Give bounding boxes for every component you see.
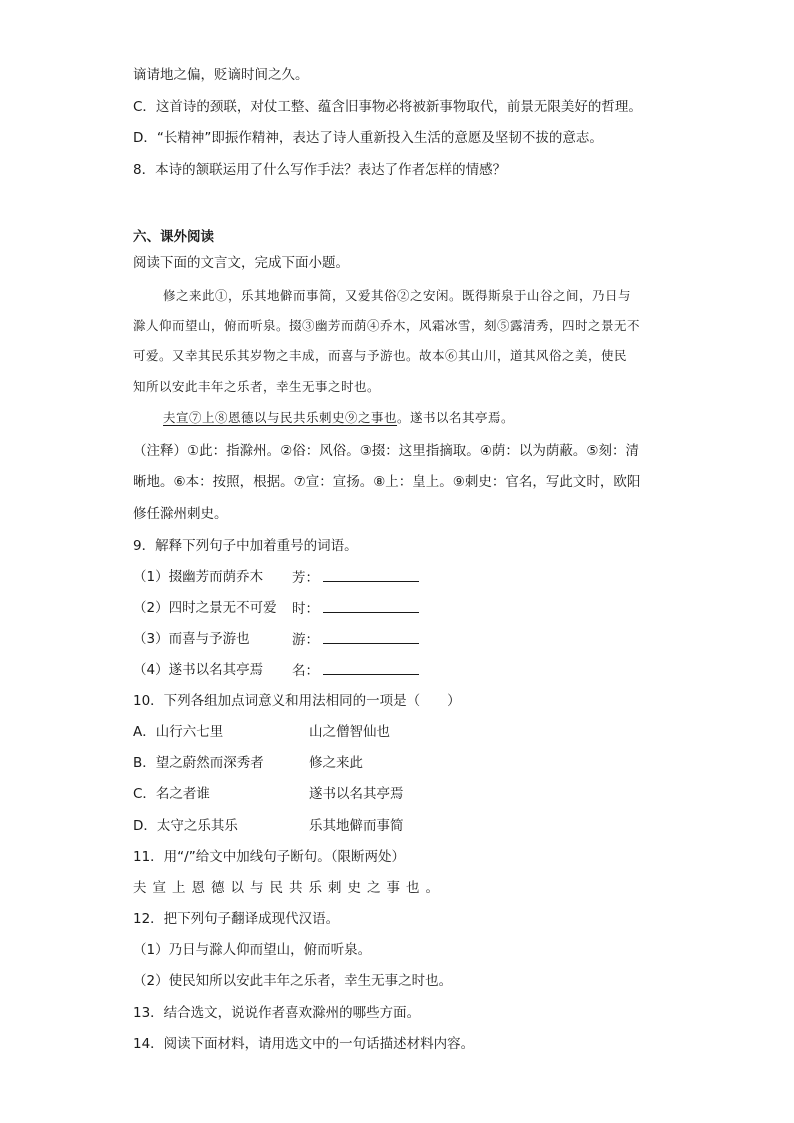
answer-blank[interactable] xyxy=(323,598,419,613)
section-instruction: 阅读下面的文言文，完成下面小题。 xyxy=(133,255,349,271)
q10-option-a xyxy=(133,722,390,742)
q9-item-sentence: （3）而喜与予游也 xyxy=(133,631,250,647)
q10-option-left: B．望之蔚然而深秀者 xyxy=(133,755,264,771)
passage-line-3: 可爱。又幸其民乐其岁物之丰成，而喜与予游也。故本⑥其山川，道其风俗之美，使民 xyxy=(133,348,628,363)
passage-line-4: 知所以安此丰年之乐者，幸生无事之时也。 xyxy=(133,379,381,394)
question-12: 12．把下列句子翻译成现代汉语。 xyxy=(133,911,340,927)
annotation-line-2: 晰地。⑥本：按照，根据。⑦宣：宣扬。⑧上：皇上。⑨刺史：官名，写此文时，欧阳 xyxy=(133,474,641,490)
question-13: 13．结合选文，说说作者喜欢滁州的哪些方面。 xyxy=(133,1005,421,1021)
annotation-line-1: （注释）①此：指滁州。②俗：风俗。③掇：这里指摘取。④荫：以为荫蔽。⑤刻：清 xyxy=(133,443,640,459)
q9-item-sentence: （2）四时之景无不可爱 xyxy=(133,600,277,616)
q12-sentence-2: （2）使民知所以安此丰年之乐者，幸生无事之时也。 xyxy=(133,973,453,989)
q10-option-right: 山之僧智仙也 xyxy=(309,724,390,740)
q9-item-2 xyxy=(133,598,319,618)
q9-item-answer xyxy=(292,629,419,650)
answer-option-d: D．“长精神”即振作精神，表达了诗人重新投入生活的意愿及坚韧不拔的意志。 xyxy=(133,130,603,146)
q10-option-b xyxy=(133,753,363,773)
question-10: 10．下列各组加点词意义和用法相同的一项是（ ） xyxy=(133,693,461,709)
q10-option-right: 乐其地僻而事简 xyxy=(309,818,404,834)
q10-option-right: 遂书以名其亭焉 xyxy=(309,786,404,802)
passage-paragraph-2 xyxy=(163,408,514,428)
answer-blank[interactable] xyxy=(323,567,419,582)
q9-item-sentence: （4）遂书以名其亭焉 xyxy=(133,662,264,678)
question-11: 11．用“/”给文中加线句子断句。（限断两处） xyxy=(133,849,405,865)
question-9: 9．解释下列句子中加着重号的词语。 xyxy=(133,538,358,554)
q10-option-left: D．太守之乐其乐 xyxy=(133,818,238,834)
q12-sentence-1: （1）乃日与滁人仰而望山，俯而听泉。 xyxy=(133,942,372,958)
q9-item-3 xyxy=(133,629,319,649)
q9-item-word: 游： xyxy=(292,632,319,648)
annotation-line-3: 修任滁州刺史。 xyxy=(133,506,228,522)
question-8: 8．本诗的颔联运用了什么写作手法？表达了作者怎样的情感？ xyxy=(133,162,507,178)
question-14: 14．阅读下面材料，请用选文中的一句话描述材料内容。 xyxy=(133,1036,475,1052)
q9-item-4 xyxy=(133,660,319,680)
q10-option-right: 修之来此 xyxy=(309,755,363,771)
underlined-sentence: 夫宣⑦上⑧恩德以与民共乐刺史⑨之事也 xyxy=(163,410,398,425)
q9-item-answer xyxy=(292,660,419,681)
q9-item-word: 名： xyxy=(292,663,319,679)
q9-item-word: 芳： xyxy=(292,570,319,586)
q9-item-sentence: （1）掇幽芳而荫乔木 xyxy=(133,569,264,585)
q11-sentence: 夫宣上恩德以与民共乐刺史之事也。 xyxy=(133,880,445,896)
q10-option-d xyxy=(133,816,404,836)
q9-item-word: 时： xyxy=(292,601,319,617)
passage-line-2: 滁人仰而望山，俯而听泉。掇③幽芳而荫④乔木，风霜冰雪，刻⑤露清秀，四时之景无不 xyxy=(133,318,641,333)
answer-blank[interactable] xyxy=(323,629,419,644)
answer-option-b-continued: 谪请地之偏，贬谪时间之久。 xyxy=(133,67,309,83)
q10-option-left: C．名之者谁 xyxy=(133,786,210,802)
q9-item-answer xyxy=(292,598,419,619)
answer-blank[interactable] xyxy=(323,660,419,675)
passage-paragraph-2-rest: 。遂书以名其亭焉。 xyxy=(397,410,515,425)
passage-line-1: 修之来此①，乐其地僻而事简，又爱其俗②之安闲。既得斯泉于山谷之间，乃日与 xyxy=(163,288,632,303)
q9-item-answer xyxy=(292,567,419,588)
q10-option-left: A．山行六七里 xyxy=(133,724,224,740)
q9-item-1 xyxy=(133,567,319,587)
answer-option-c: C．这首诗的颈联，对仗工整、蕴含旧事物必将被新事物取代，前景无限美好的哲理。 xyxy=(133,99,642,115)
q10-option-c xyxy=(133,784,404,804)
section-title: 六、课外阅读 xyxy=(133,229,214,245)
